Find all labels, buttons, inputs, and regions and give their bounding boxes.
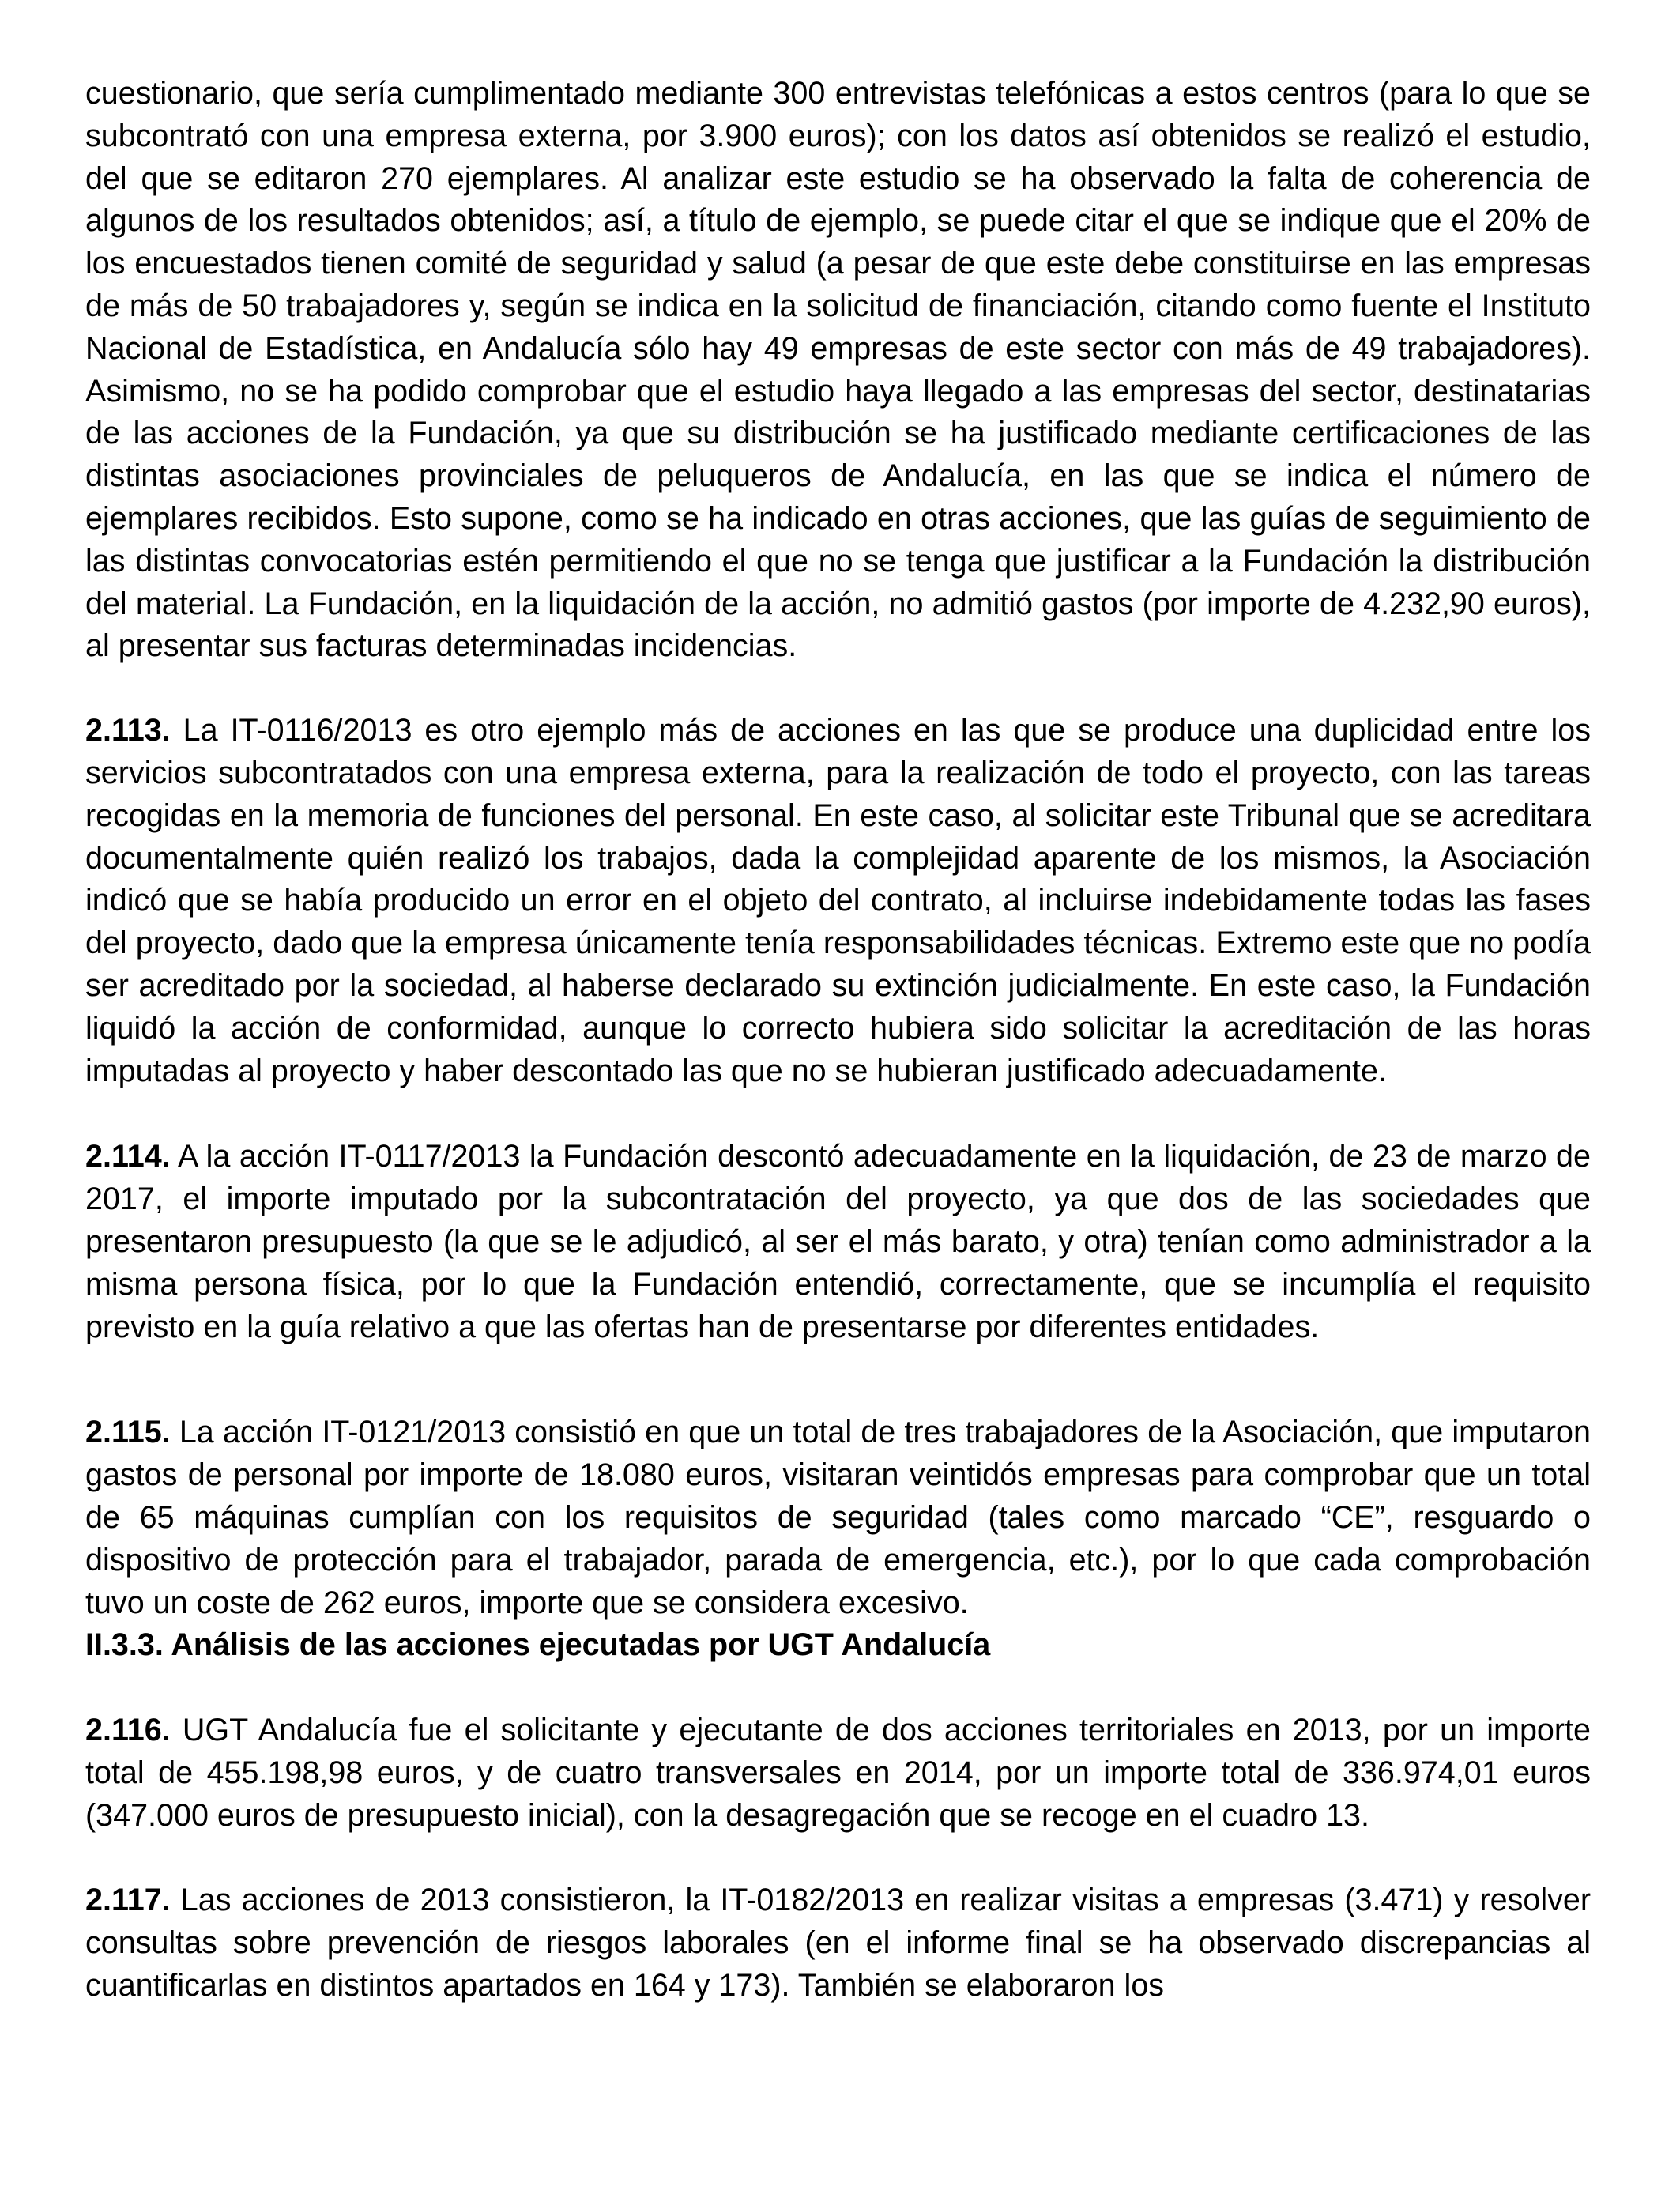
- paragraph-2-113: [85, 710, 1591, 1092]
- document-page: [85, 73, 1591, 2007]
- paragraph-number: 2.117.: [85, 1883, 171, 1918]
- paragraph-number: 2.116.: [85, 1713, 171, 1748]
- section-heading: II.3.3. Análisis de las acciones ejecutadas por UGT Andalucía: [85, 1627, 991, 1663]
- paragraph-text: La acción IT-0121/2013 consistió en que un total de tres trabajadores de la Asociación, que imputaron gastos de personal por importe de 18.080 euros, visitaran veintidós empresas para comprobar que un total de 65 máquinas cumplían con los requisitos de seguridad (tales como marcado “CE”, resguardo o dispositivo de protección para el trabajador, parada de emergencia, etc.), por lo que cada comprobación tuvo un coste de 262 euros, importe que se considera excesivo.: [85, 1415, 1591, 1620]
- paragraph-2-117: [85, 1879, 1591, 2007]
- paragraph-2-115: [85, 1412, 1591, 1624]
- paragraph-continuation: [85, 73, 1591, 668]
- paragraph-text: Las acciones de 2013 consistieron, la IT-0182/2013 en realizar visitas a empresas (3.471) y resolver consultas sobre prevención de riesgos laborales (en el informe final se ha observado discrepancias al cuantificarlas en distintos apartados en 164 y 173). También se elaboraron los: [85, 1883, 1591, 2004]
- paragraph-2-114: [85, 1136, 1591, 1348]
- paragraph-number: 2.113.: [85, 713, 171, 748]
- paragraph-text: A la acción IT-0117/2013 la Fundación descontó adecuadamente en la liquidación, de 23 de marzo de 2017, el importe imputado por la subcontratación del proyecto, ya que dos de las sociedades que presentaron presupuesto (la que se le adjudicó, al ser el más barato, y otra) tenían como administrador a la misma persona física, por lo que la Fundación entendió, correctamente, que se incumplía el requisito previsto en la guía relativo a que las ofertas han de presentarse por diferentes entidades.: [85, 1139, 1591, 1344]
- paragraph-text: La IT-0116/2013 es otro ejemplo más de acciones en las que se produce una duplicidad entre los servicios subcontratados con una empresa externa, para la realización de todo el proyecto, con las tareas recogidas en la memoria de funciones del personal. En este caso, al solicitar este Tribunal que se acreditara documentalmente quién realizó los trabajos, dada la complejidad aparente de los mismos, la Asociación indicó que se había producido un error en el objeto del contrato, al incluirse indebidamente todas las fases del proyecto, dado que la empresa únicamente tenía responsabilidades técnicas. Extremo este que no podía ser acreditado por la sociedad, al haberse declarado su extinción judicialmente. En este caso, la Fundación liquidó la acción de conformidad, aunque lo correcto hubiera sido solicitar la acreditación de las horas imputadas al proyecto y haber descontado las que no se hubieran justificado adecuadamente.: [85, 713, 1591, 1088]
- paragraph-text: cuestionario, que sería cumplimentado mediante 300 entrevistas telefónicas a estos centros (para lo que se subcontrató con una empresa externa, por 3.900 euros); con los datos así obtenidos se realizó el estudio, del que se editaron 270 ejemplares. Al analizar este estudio se ha observado la falta de coherencia de algunos de los resultados obtenidos; así, a título de ejemplo, se puede citar el que se indique que el 20% de los encuestados tienen comité de seguridad y salud (a pesar de que este debe constituirse en las empresas de más de 50 trabajadores y, según se indica en la solicitud de financiación, citando como fuente el Instituto Nacional de Estadística, en Andalucía sólo hay 49 empresas de este sector con más de 49 trabajadores). Asimismo, no se ha podido comprobar que el estudio haya llegado a las empresas del sector, destinatarias de las acciones de la Fundación, ya que su distribución se ha justificado mediante certificaciones de las distintas asociaciones provinciales de peluqueros de Andalucía, en las que se indica el número de ejemplares recibidos. Esto supone, como se ha indicado en otras acciones, que las guías de seguimiento de las distintas convocatorias estén permitiendo el que no se tenga que justificar a la Fundación la distribución del material. La Fundación, en la liquidación de la acción, no admitió gastos (por importe de 4.232,90 euros), al presentar sus facturas determinadas incidencias.: [85, 76, 1591, 664]
- paragraph-2-116: [85, 1710, 1591, 1837]
- paragraph-number: 2.115.: [85, 1415, 171, 1450]
- paragraph-text: UGT Andalucía fue el solicitante y ejecutante de dos acciones territoriales en 2013, por un importe total de 455.198,98 euros, y de cuatro transversales en 2014, por un importe total de 336.974,01 euros (347.000 euros de presupuesto inicial), con la desagregación que se recoge en el cuadro 13.: [85, 1713, 1591, 1833]
- paragraph-number: 2.114.: [85, 1139, 171, 1174]
